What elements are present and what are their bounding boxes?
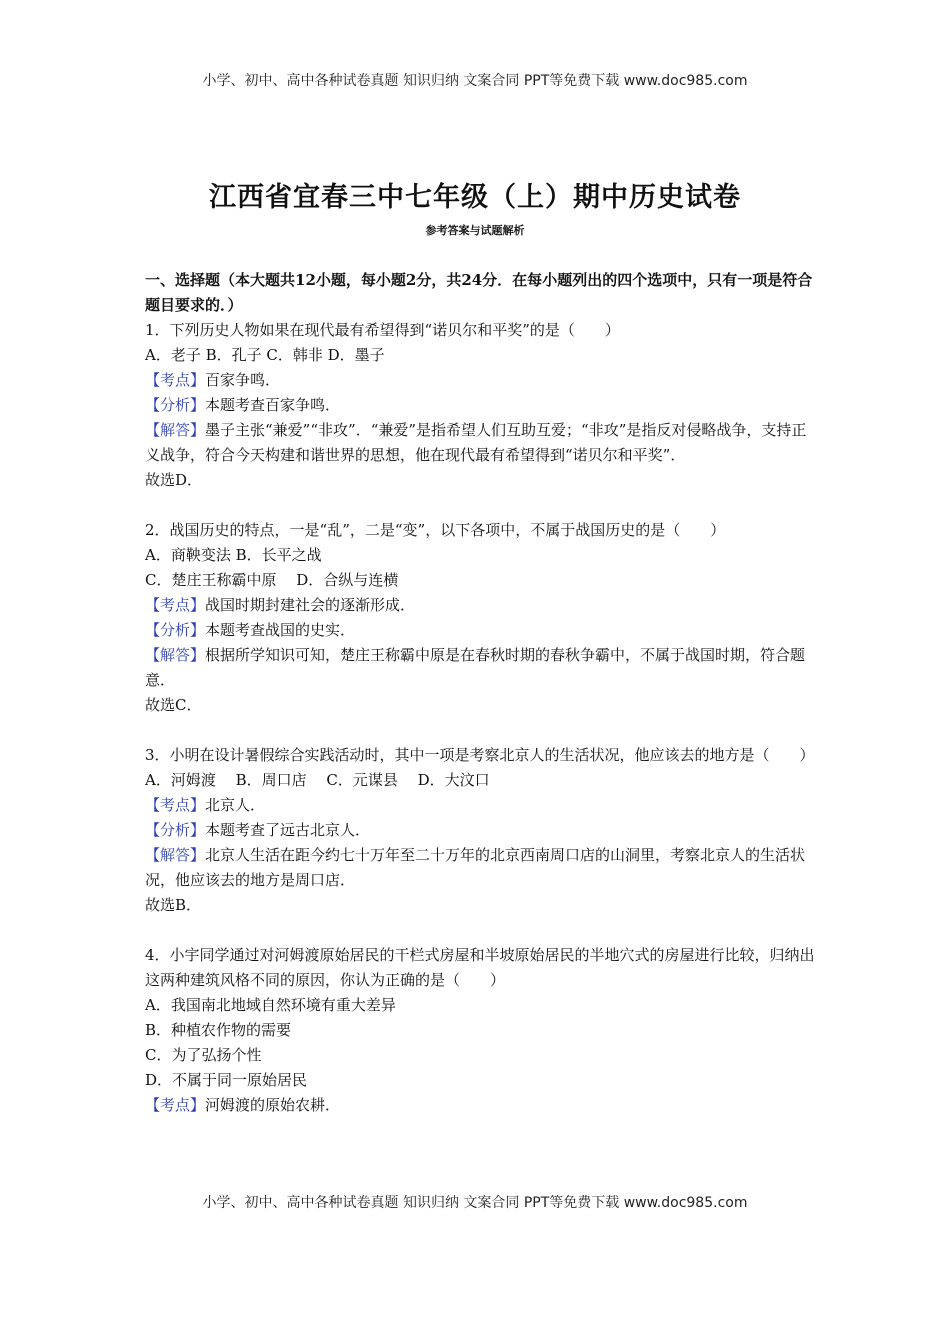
question-option-b: B．种植农作物的需要: [145, 1021, 292, 1039]
jieda-text: 墨子主张“兼爱”“非攻”．“兼爱”是指希望人们互助互爱；“非攻”是指反对侵略战争，支持正义战争，符合今天构建和谐世界的思想，他在现代最有希望得到“诺贝尔和平奖”．: [145, 421, 807, 464]
page-title: 江西省宜春三中七年级（上）期中历史试卷: [209, 182, 741, 213]
jieda-line: [145, 843, 815, 893]
jieda-tag: 【解答】: [145, 646, 206, 664]
answer-line: 故选D．: [145, 471, 203, 489]
answer-line: 故选B．: [145, 896, 202, 914]
fenxi-text: 本题考查战国的史实．: [205, 621, 356, 639]
kaodian-text: 北京人．: [205, 796, 266, 814]
jieda-tag: 【解答】: [145, 421, 206, 439]
question-stem: 3．小明在设计暑假综合实践活动时，其中一项是考察北京人的生活状况，他应该去的地方是（ ）: [145, 746, 815, 764]
kaodian-tag: 【考点】: [145, 796, 206, 814]
kaodian-line: [145, 593, 815, 618]
page-footer: 小学、初中、高中各种试卷真题 知识归纳 文案合同 PPT等免费下载 www.doc985.com: [202, 1195, 748, 1211]
question-options-ab: A．商鞅变法 B．长平之战: [145, 546, 322, 564]
fenxi-tag: 【分析】: [145, 821, 206, 839]
question-option-a: A．我国南北地域自然环境有重大差异: [145, 996, 396, 1014]
question-options: A．老子 B．孔子 C．韩非 D．墨子: [145, 346, 385, 364]
fenxi-line: [145, 393, 815, 418]
question-stem: 1．下列历史人物如果在现代最有希望得到“诺贝尔和平奖”的是（ ）: [145, 321, 620, 339]
question-2: [145, 518, 815, 718]
jieda-line: [145, 643, 815, 693]
kaodian-line: [145, 368, 815, 393]
kaodian-tag: 【考点】: [145, 596, 206, 614]
fenxi-tag: 【分析】: [145, 621, 206, 639]
question-1: [145, 318, 815, 493]
jieda-text: 北京人生活在距今约七十万年至二十万年的北京西南周口店的山洞里，考察北京人的生活状况，他应该去的地方是周口店．: [145, 846, 806, 889]
kaodian-tag: 【考点】: [145, 1096, 206, 1114]
question-stem: 2．战国历史的特点，一是“乱”，二是“变”，以下各项中，不属于战国历史的是（ ）: [145, 521, 726, 539]
fenxi-line: [145, 618, 815, 643]
answer-line: 故选C．: [145, 696, 202, 714]
kaodian-tag: 【考点】: [145, 371, 206, 389]
fenxi-text: 本题考查百家争鸣．: [205, 396, 341, 414]
jieda-line: [145, 418, 815, 468]
kaodian-line: [145, 1093, 815, 1118]
question-option-c: C．为了弘扬个性: [145, 1046, 262, 1064]
fenxi-text: 本题考查了远古北京人．: [205, 821, 371, 839]
kaodian-line: [145, 793, 815, 818]
kaodian-text: 河姆渡的原始农耕．: [205, 1096, 341, 1114]
fenxi-line: [145, 818, 815, 843]
page-header: 小学、初中、高中各种试卷真题 知识归纳 文案合同 PPT等免费下载 www.doc985.com: [202, 73, 748, 89]
section-heading: 一、选择题（本大题共12小题，每小题2分，共24分．在每小题列出的四个选项中，只有一项是符合题目要求的．）: [145, 271, 813, 314]
kaodian-text: 百家争鸣．: [205, 371, 281, 389]
question-stem: 4．小宇同学通过对河姆渡原始居民的干栏式房屋和半坡原始居民的半地穴式的房屋进行比较，归纳出这两种建筑风格不同的原因，你认为正确的是（ ）: [145, 946, 815, 989]
kaodian-text: 战国时期封建社会的逐渐形成．: [205, 596, 416, 614]
question-3: [145, 743, 815, 918]
exam-content: [145, 268, 815, 1118]
jieda-tag: 【解答】: [145, 846, 206, 864]
jieda-text: 根据所学知识可知，楚庄王称霸中原是在春秋时期的春秋争霸中，不属于战国时期，符合题意．: [145, 646, 806, 689]
question-4: [145, 943, 815, 1118]
fenxi-tag: 【分析】: [145, 396, 206, 414]
page-subtitle: 参考答案与试题解析: [425, 224, 525, 237]
question-options-cd: C．楚庄王称霸中原 D．合纵与连横: [145, 571, 399, 589]
question-options: A．河姆渡 B．周口店 C．元谋县 D．大汶口: [145, 771, 490, 789]
question-option-d: D．不属于同一原始居民: [145, 1071, 308, 1089]
